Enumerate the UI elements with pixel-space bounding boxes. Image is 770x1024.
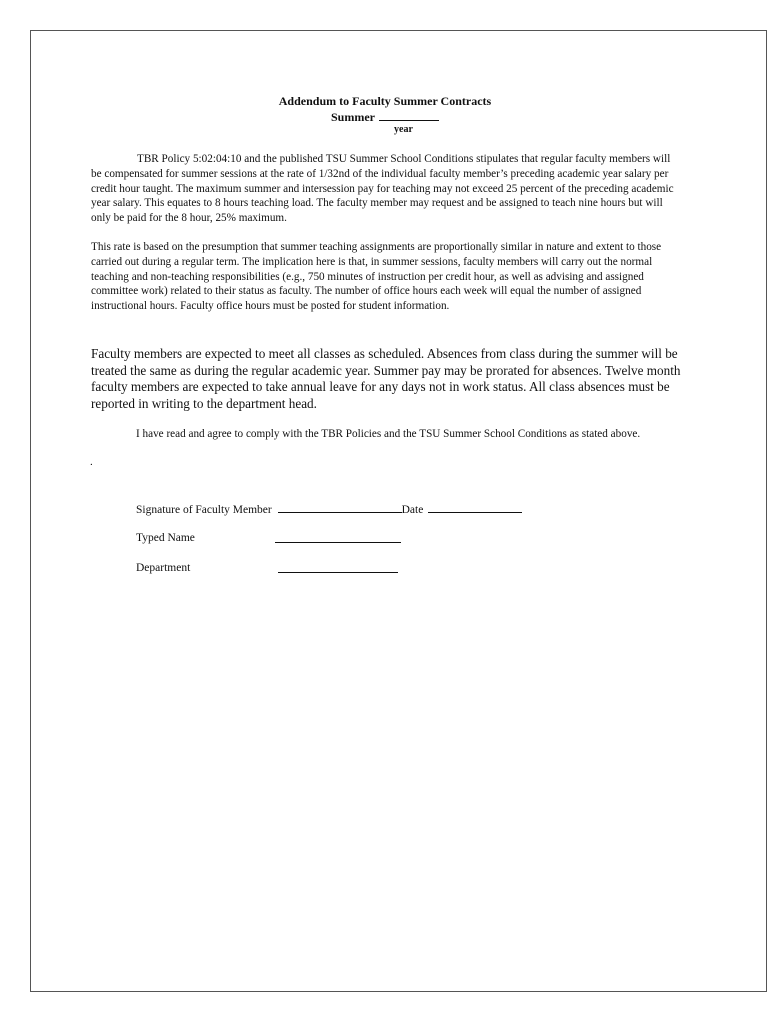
stray-mark: .	[90, 456, 93, 468]
document-title: Addendum to Faculty Summer Contracts	[278, 94, 492, 108]
rate-paragraph: This rate is based on the presumption that summer teaching assignments are proportionally similar in nature and extent to those carried out during a regular term. The implication here is that, in summer sessions, faculty members will carry out the normal teaching and non-teaching responsibilities (e.g., 750 minutes of instruction per credit hour, as well as advising and assigned committee work) related to their status as faculty. The number of office hours each week will equal the number of assigned instructional hours. Faculty office hours must be posted for student information.	[91, 241, 662, 313]
summer-line	[0, 109, 770, 125]
department-label: Department	[136, 562, 191, 574]
typed-name-field[interactable]	[275, 542, 401, 543]
signature-row	[136, 501, 522, 517]
document-header	[0, 94, 770, 125]
typed-name-label: Typed Name	[136, 532, 195, 544]
signature-field[interactable]	[278, 501, 402, 513]
year-label: year	[394, 124, 413, 135]
attendance-paragraph: Faculty members are expected to meet all classes as scheduled. Absences from class during the summer will be treated the same as during the regular academic year. Summer pay may be prorated for absences. Twelve month faculty members are expected to take annual leave for any days not in work status. All class absences must be reported in writing to the department head.	[91, 346, 681, 411]
department-row	[136, 561, 190, 575]
summer-year-blank[interactable]	[379, 109, 439, 121]
date-field[interactable]	[428, 501, 522, 513]
typed-name-row	[136, 531, 195, 545]
policy-paragraph: TBR Policy 5:02:04:10 and the published TSU Summer School Conditions stipulates that regular faculty members will be compensated for summer sessions at the rate of 1/32nd of the individual faculty member’s preceding academic year salary per credit hour taught. The maximum summer and intersession pay for teaching may not exceed 25 percent of the preceding academic year salary. This equates to 8 hours teaching load. The faculty member may request and be assigned to teach nine hours but will only be paid for the 8 hour, 25% maximum.	[91, 153, 674, 225]
summer-label: Summer	[331, 110, 375, 124]
date-label: Date	[401, 504, 424, 516]
signature-label: Signature of Faculty Member	[136, 504, 272, 516]
agreement-statement: I have read and agree to comply with the TBR Policies and the TSU Summer School Conditions as stated above.	[136, 428, 641, 440]
department-field[interactable]	[278, 572, 398, 573]
